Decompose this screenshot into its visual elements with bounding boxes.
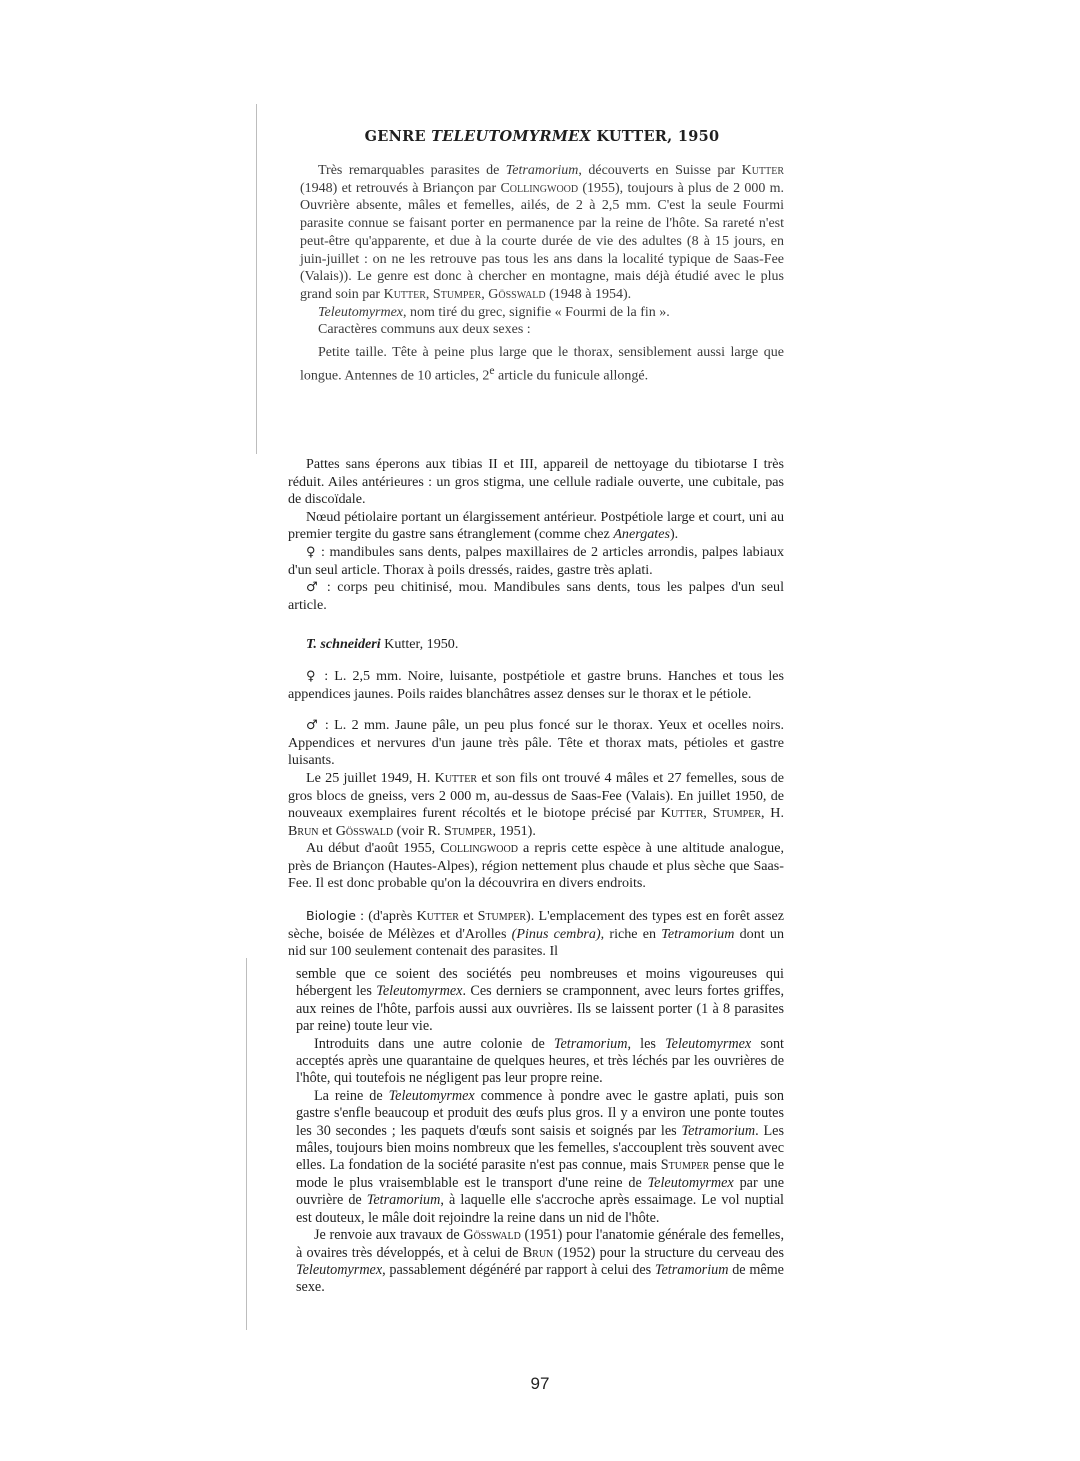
size-paragraph: Petite taille. Tête à peine plus large que le thorax, sensiblement aussi large que longue. Antennes de 10 articles, 2e article du funicule allongé.: [300, 345, 784, 384]
petiole-paragraph: Nœud pétiolaire portant un élargissement antérieur. Postpétiole large et court, uni au premier tergite du gastre sans étranglement (comme chez Anergates).: [288, 508, 784, 543]
biology-continuation-section: [296, 966, 784, 1297]
biology-paragraph: Biologie : (d'après Kutter et Stumper). L'emplacement des types est en forêt assez sèche, boisée de Mélèzes et d'Arolles (Pinus cembra), riche en Tetramorium dont un nid sur 100 seulement contenait des parasites. Il: [288, 908, 784, 960]
male-symbol-icon: ♂: [306, 718, 320, 734]
records-paragraph-1: Le 25 juillet 1949, H. Kutter et son fils ont trouvé 4 mâles et 27 femelles, sous de gros blocs de gneiss, vers 2 000 m, au-dessus de Saas-Fee (Valais). En juillet 1950, de nouveaux exemplaires furent récoltés et le biotope précisé par Kutter, Stumper, H. Brun et Gösswald (voir R. Stumper, 1951).: [288, 769, 785, 839]
male-characters-paragraph: ♂ : corps peu chitinisé, mou. Mandibules sans dents, tous les palpes d'un seul article.: [288, 579, 784, 613]
species-female-paragraph: ♀ : L. 2,5 mm. Noire, luisante, postpétiole et gastre bruns. Hanches et tous les appendices jaunes. Poils raides blanchâtres assez denses sur le thorax et le pétiole.: [288, 667, 784, 702]
continuation-paragraph-3: La reine de Teleutomyrmex commence à pondre avec le gastre aplati, puis son gastre s'enfle beaucoup et produit des œufs plus gros. Il y a environ une ponte toutes les 30 secondes ; les paquets d'œufs sont saisis et soignés par les Tetramorium. Les mâles, toujours bien moins nombreux que les femelles, s'accouplent très souvent avec elles. La fondation de la société parasite n'est pas connue, mais Stumper pense que le mode le plus vraisemblable est le transport d'une reine de Teleutomyrmex par une ouvrière de Tetramorium, à laquelle elle s'accroche après essaimage. Le vol nuptial est douteux, le mâle doit rejoindre la reine dans un nid de l'hôte.: [296, 1087, 785, 1226]
etymology-paragraph: Teleutomyrmex, nom tiré du grec, signifie « Fourmi de la fin ».: [318, 304, 670, 320]
continuation-paragraph-2: Introduits dans une autre colonie de Tetramorium, les Teleutomyrmex sont acceptés après une quarantaine de quelques heures, et très léchés par les ouvrières de l'hôte, qui toutefois ne négligent pas leur propre reine.: [296, 1035, 784, 1087]
intro-paragraph: Très remarquables parasites de Tetramorium, découverts en Suisse par Kutter (1948) et retrouvés à Briançon par Collingwood (1955), toujours à plus de 2 000 m. Ouvrière absente, mâles et femelles, ailés, de 2 à 2,5 mm. C'est la seule Fourmi parasite connue se faisant porter en permanence par la reine de l'hôte. Sa rareté n'est peut-être qu'apparente, et due à la courte durée de vie des adultes (8 à 15 jours, en juin-juillet : on ne les retrouve pas tous les ans dans la localité typique de Saas-Fee (Valais)). Le genre est donc à chercher en montagne, mais déjà étudié avec le plus grand soin par Kutter, Stumper, Gösswald (1948 à 1954).: [300, 163, 784, 302]
male-symbol-icon: ♂: [306, 580, 321, 596]
common-characters-heading: Caractères communs aux deux sexes :: [318, 322, 531, 338]
female-symbol-icon: ♀: [306, 544, 317, 560]
female-characters-paragraph: ♀ : mandibules sans dents, palpes maxillaires de 2 articles arrondis, palpes labiaux d'un seul article. Thorax à poils dressés, raides, gastre très aplati.: [288, 543, 784, 578]
species-heading: T. schneideri Kutter, 1950.: [306, 636, 459, 653]
intro-section: [300, 162, 784, 385]
characters-section: [288, 456, 784, 961]
continuation-paragraph-4: Je renvoie aux travaux de Gösswald (1951) pour l'anatomie générale des femelles, à ovaires très développés, et à celui de Brun (1952) pour la structure du cerveau des Teleutomyrmex, passablement dégénéré par rapport à celui des Tetramorium de même sexe.: [296, 1227, 785, 1296]
biology-label: Biologie: [306, 908, 356, 924]
margin-rule-top: [256, 104, 257, 454]
records-paragraph-2: Au début d'août 1955, Collingwood a repris cette espèce à une altitude analogue, près de Briançon (Hautes-Alpes), région nettement plus chaude et plus sèche que Saas-Fee. Il est donc probable qu'on la découvrira en divers endroits.: [288, 840, 784, 892]
continuation-paragraph-1: semble que ce soient des sociétés peu nombreuses et moins vigoureuses qui hébergent les Teleutomyrmex. Ces derniers se cramponnent, avec leurs fortes griffes, aux reines de l'hôte, parfois aussi aux ouvrières. Ils se laissent porter (1 à 8 parasites par reine) toute leur vie.: [296, 966, 784, 1035]
species-male-paragraph: ♂ : L. 2 mm. Jaune pâle, un peu plus foncé sur le thorax. Yeux et ocelles noirs. Appendices et nervures d'un jaune très pâle. Tête et thorax mats, pétioles et gastre luisants.: [288, 717, 785, 769]
page-number: 97: [530, 1374, 550, 1393]
legs-wings-paragraph: Pattes sans éperons aux tibias II et III, appareil de nettoyage du tibiotarse I très réduit. Ailes antérieures : un gros stigma, une cellule radiale ouverte, une cubitale, pas de discoïdale.: [288, 456, 784, 508]
female-symbol-icon: ♀: [306, 668, 319, 684]
genus-heading: GENRE TELEUTOMYRMEX KUTTER, 1950: [364, 128, 720, 145]
margin-rule-bottom: [246, 958, 247, 1330]
